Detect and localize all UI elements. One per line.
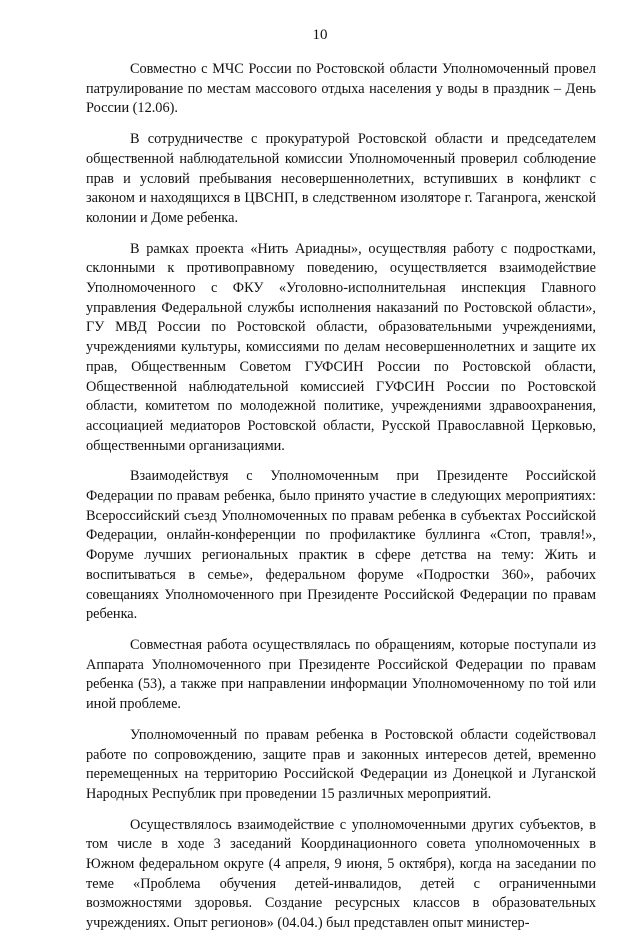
paragraph-prosecutor-inspection: В сотрудничестве с прокуратурой Ростовской области и председателем общественной наблюдательной комиссии Уполномоченный проверил соблюдение прав и условий пребывания несовершеннолетних, вступивших в конфликт с законом и находящихся в ЦВСНП, в следственном изоляторе г. Таганрога, женской колонии и Доме ребенка. — [86, 131, 596, 226]
paragraph-joint-appeals: Совместная работа осуществлялась по обращениям, которые поступали из Аппарата Уполномоченного при Президенте Российской Федерации по правам ребенка (53), а также при направлении информации Уполномоченному по той или иной проблеме. — [86, 636, 596, 713]
page-number: 10 — [312, 27, 328, 43]
paragraph-ariadne-project: В рамках проекта «Нить Ариадны», осуществляя работу с подростками, склонными к противоправному поведению, осуществляется взаимодействие Уполномоченного с ФКУ «Уголовно-исполнительная инспекция Главного управления Федеральной службы исполнения наказаний по Ростовской области», ГУ МВД России по Ростовской области, образовательными учреждениями, учреждениями культуры, комиссиями по делам несовершеннолетних и защите их прав, Общественным Советом ГУФСИН России по Ростовской области, Общественной наблюдательной комиссией ГУФСИН России по Ростовской области, комитетом по молодежной политике, учреждениями здравоохранения, ассоциацией медиаторов Ростовской области, Русской Православной Церковью, общественными организациями. — [86, 240, 596, 454]
paragraph-displaced-children: Уполномоченный по правам ребенка в Ростовской области содействовал работе по сопровождению, защите прав и законных интересов детей, временно перемещенных на территорию Российской Федерации из Донецкой и Луганской Народных Республик при проведении 15 различных мероприятий. — [86, 726, 596, 802]
paragraph-regional-cooperation: Осуществлялось взаимодействие с уполномоченными других субъектов, в том числе в ходе 3 заседаний Координационного совета уполномоченных в Южном федеральном округе (4 апреля, 9 июня, 5 октября), когда на заседании по теме «Проблема обучения детей-инвалидов, детей с ограниченными возможностями здоровья. Создание ресурсных классов в образовательных учреждениях. Опыт регионов» (04.04.) был представлен опыт министер- — [86, 816, 596, 932]
paragraph-mchs-patrol: Совместно с МЧС России по Ростовской области Уполномоченный провел патрулирование по местам массового отдыха населения у воды в праздник – День России (12.06). — [86, 61, 596, 117]
document-body — [86, 60, 596, 945]
paragraph-presidential-commissioner-events: Взаимодействуя с Уполномоченным при Президенте Российской Федерации по правам ребенка, было принято участие в следующих мероприятиях: Всероссийский съезд Уполномоченных по правам ребенка в субъектах Российской Федерации, онлайн-конференции по профилактике буллинга «Стоп, травля!», Форуме лучших региональных практик в сфере детства на тему: Жить и воспитываться в семье», федеральном форуме «Подростки 360», рабочих совещаниях Уполномоченного при Президенте Российской Федерации по правам ребенка. — [86, 468, 596, 623]
